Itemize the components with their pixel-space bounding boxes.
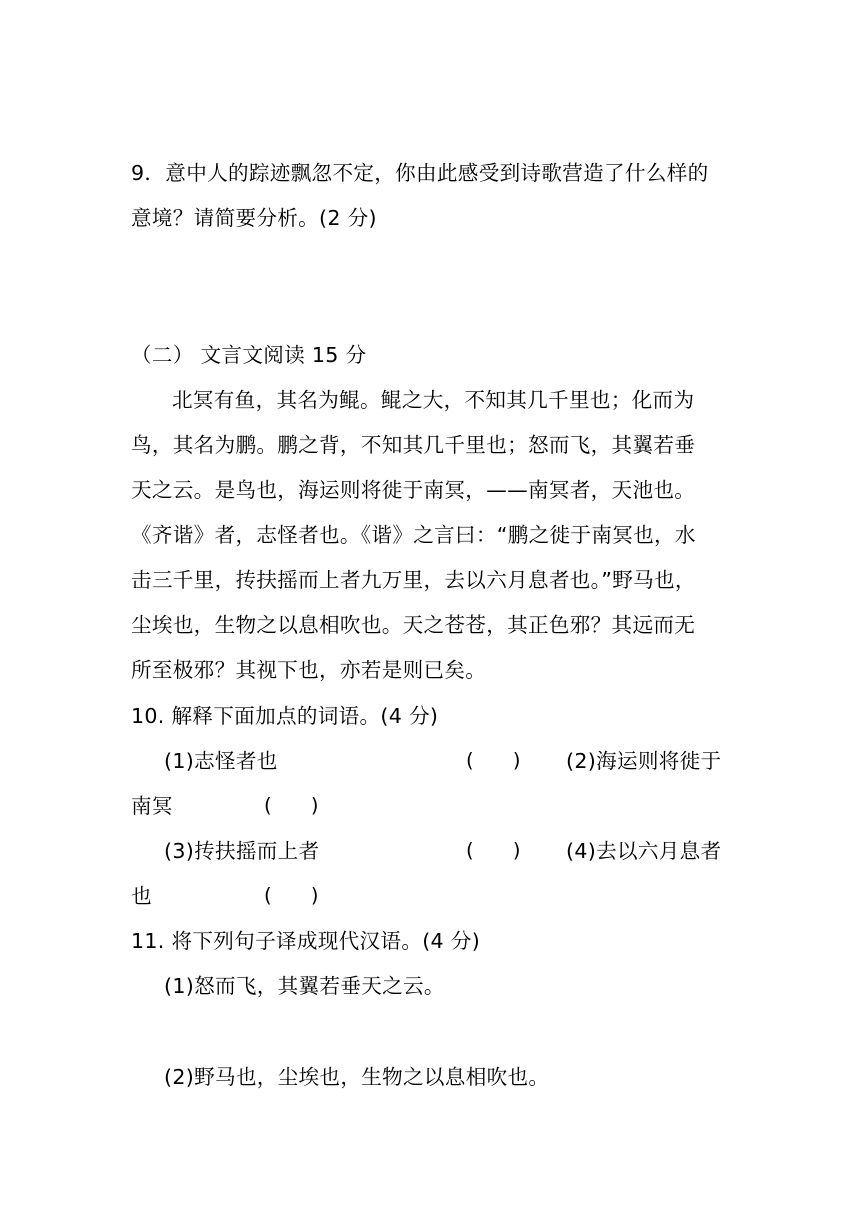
passage-line: 天之云。是鸟也，海运则将徙于南冥，——南冥者，天池也。 [131, 478, 696, 502]
passage-line: 鸟，其名为鹏。鹏之背，不知其几千里也；怒而飞，其翼若垂 [131, 433, 696, 457]
q10-item-3: (3)抟扶摇而上者 [164, 839, 320, 863]
section-heading: （二） 文言文阅读 15 分 [131, 343, 367, 367]
q11-item-2: (2)野马也，尘埃也，生物之以息相吹也。 [164, 1065, 550, 1089]
answer-bracket: ( ) [264, 794, 319, 817]
answer-bracket: ( ) [466, 749, 521, 772]
passage-line: 击三千里，抟扶摇而上者九万里，去以六月息者也。”野马也， [131, 568, 696, 592]
passage-line: 所至极邪？其视下也，亦若是则已矣。 [131, 658, 487, 682]
q10-item-1: (1)志怪者也 [164, 749, 278, 773]
q9-line-2: 意境？请简要分析。(2 分) [131, 206, 377, 230]
answer-bracket: ( ) [466, 839, 521, 862]
q10-item-2-continued: 南冥 [131, 794, 173, 818]
q10-item-2: (2)海运则将徙于 [566, 749, 722, 773]
answer-bracket: ( ) [264, 884, 319, 907]
q10-item-4-continued: 也 [131, 884, 152, 908]
passage-line: 《齐谐》者，志怪者也。《谐》之言曰：“鹏之徙于南冥也，水 [131, 523, 696, 547]
passage-line: 北冥有鱼，其名为鲲。鲲之大，不知其几千里也；化而为 [172, 388, 695, 412]
q10-item-4: (4)去以六月息者 [566, 839, 722, 863]
q11-item-1: (1)怒而飞，其翼若垂天之云。 [164, 974, 445, 998]
q11-stem: 11. 将下列句子译成现代汉语。(4 分) [131, 929, 481, 953]
q10-stem: 10. 解释下面加点的词语。(4 分) [131, 704, 439, 728]
q9-line-1: 9．意中人的踪迹飘忽不定，你由此感受到诗歌营造了什么样的 [131, 161, 709, 185]
passage-line: 尘埃也，生物之以息相吹也。天之苍苍，其正色邪？其远而无 [131, 613, 696, 637]
